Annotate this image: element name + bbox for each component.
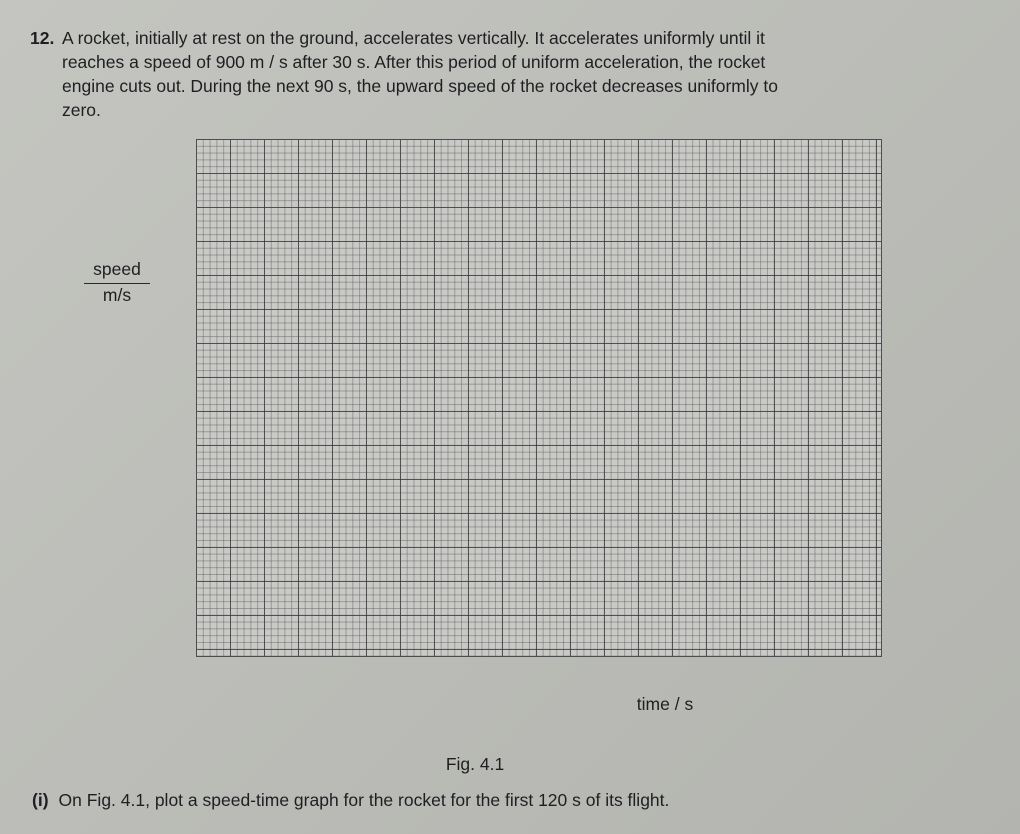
x-axis-label: time / s <box>636 694 694 714</box>
y-axis-label-unit: m/s <box>102 285 132 305</box>
question-part-i <box>32 790 669 811</box>
part-label: (i) <box>32 790 49 810</box>
y-axis-label-quantity: speed <box>84 259 150 284</box>
part-text: On Fig. 4.1, plot a speed-time graph for the rocket for the first 120 s of its flight. <box>58 790 670 810</box>
question-block <box>30 26 910 122</box>
y-axis-label <box>84 259 150 306</box>
question-text: A rocket, initially at rest on the ground, accelerates vertically. It accelerates uniformly until it reaches a speed of 900 m / s after 30 s. After this period of uniform acceleration, the rocket engine cuts out. During the next 90 s, the upward speed of the rocket decreases uniformly to zero. <box>62 28 778 120</box>
figure-caption: Fig. 4.1 <box>445 754 505 774</box>
graph-grid <box>196 139 882 657</box>
question-number: 12. <box>30 28 55 48</box>
